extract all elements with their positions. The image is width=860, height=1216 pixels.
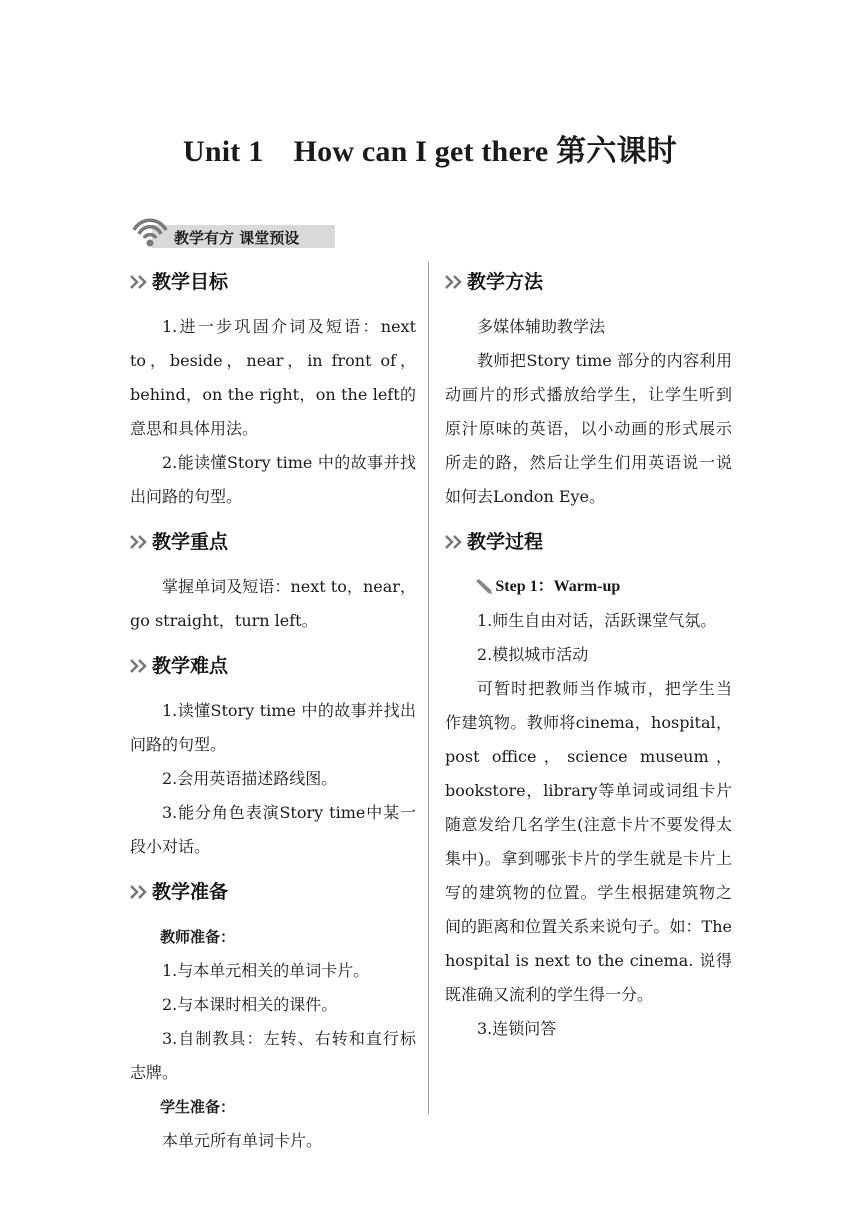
teacher-prep-label: 教师准备： [160, 928, 236, 946]
pen-icon [475, 579, 493, 595]
goal-2: 2.能读懂Story time 中的故事并找出问路的句型。 [130, 453, 416, 506]
section-banner [130, 210, 340, 248]
method-2: 教师把Story time 部分的内容利用动画片的形式播放给学生，让学生听到原汁原味的英语，以小动画的形式展示所走的路，然后让学生们用英语说一说如何去London Eye。 [445, 351, 732, 506]
double-chevron-icon [130, 535, 150, 549]
section-heading-process [445, 522, 732, 562]
double-chevron-icon [445, 535, 465, 549]
section-heading-goals [130, 262, 416, 302]
method-1: 多媒体辅助教学法 [477, 317, 606, 336]
heading-text: 教学目标 [152, 271, 229, 293]
heading-text: 教学准备 [152, 881, 229, 903]
teacher-prep-2: 2.与本课时相关的课件。 [162, 995, 338, 1014]
column-divider [428, 262, 429, 1114]
goal-1: 1.进一步巩固介词及短语：next to，beside，near，in front of，behind，on the right，on the left的意思和具体用法。 [130, 317, 416, 438]
process-3: 可暂时把教师当作城市，把学生当作建筑物。教师将cinema，hospital，post office，science museum，bookstore，library等单词或词组卡片随意发给几名学生(注意卡片不要发得太集中)。拿到哪张卡片的学生就是卡片上写的建筑物的位置。学生根据建筑物之间的距离和位置关系来说句子。如：The hospital is next to the cinema. 说得既准确又流利的学生得一分。 [445, 679, 732, 1004]
difficult-1: 1.读懂Story time 中的故事并找出问路的句型。 [130, 701, 416, 754]
double-chevron-icon [130, 659, 150, 673]
heading-text: 教学难点 [152, 655, 229, 677]
difficult-2: 2.会用英语描述路线图。 [162, 769, 338, 788]
section-heading-difficult [130, 646, 416, 686]
right-column [445, 262, 732, 1046]
section-heading-key [130, 522, 416, 562]
student-prep-label: 学生准备： [160, 1098, 236, 1116]
banner-label: 教学有方 课堂预设 [174, 229, 300, 247]
difficult-3: 3.能分角色表演Story time中某一段小对话。 [130, 803, 416, 856]
process-2: 2.模拟城市活动 [477, 645, 589, 664]
teacher-prep-3: 3.自制教具：左转、右转和直行标志牌。 [130, 1029, 416, 1082]
wifi-signal-icon [130, 210, 170, 250]
heading-text: 教学方法 [467, 271, 544, 293]
heading-text: 教学重点 [152, 531, 229, 553]
step-heading [445, 570, 732, 604]
title-en: Unit 1 How can I get there [183, 135, 557, 168]
title-cn: 第六课时 [556, 134, 677, 169]
section-heading-method [445, 262, 732, 302]
key-point: 掌握单词及短语：next to，near，go straight，turn left。 [130, 577, 416, 630]
heading-text: 教学过程 [467, 531, 544, 553]
double-chevron-icon [445, 275, 465, 289]
student-prep-1: 本单元所有单词卡片。 [162, 1131, 323, 1150]
double-chevron-icon [130, 885, 150, 899]
section-heading-prep [130, 872, 416, 912]
process-1: 1.师生自由对话，活跃课堂气氛。 [477, 611, 717, 630]
teacher-prep-1: 1.与本单元相关的单词卡片。 [162, 961, 370, 980]
page-title [0, 126, 860, 170]
double-chevron-icon [130, 275, 150, 289]
step-label: Step 1：Warm-up [495, 578, 621, 595]
left-column [130, 262, 416, 1158]
process-4: 3.连锁问答 [477, 1019, 557, 1038]
